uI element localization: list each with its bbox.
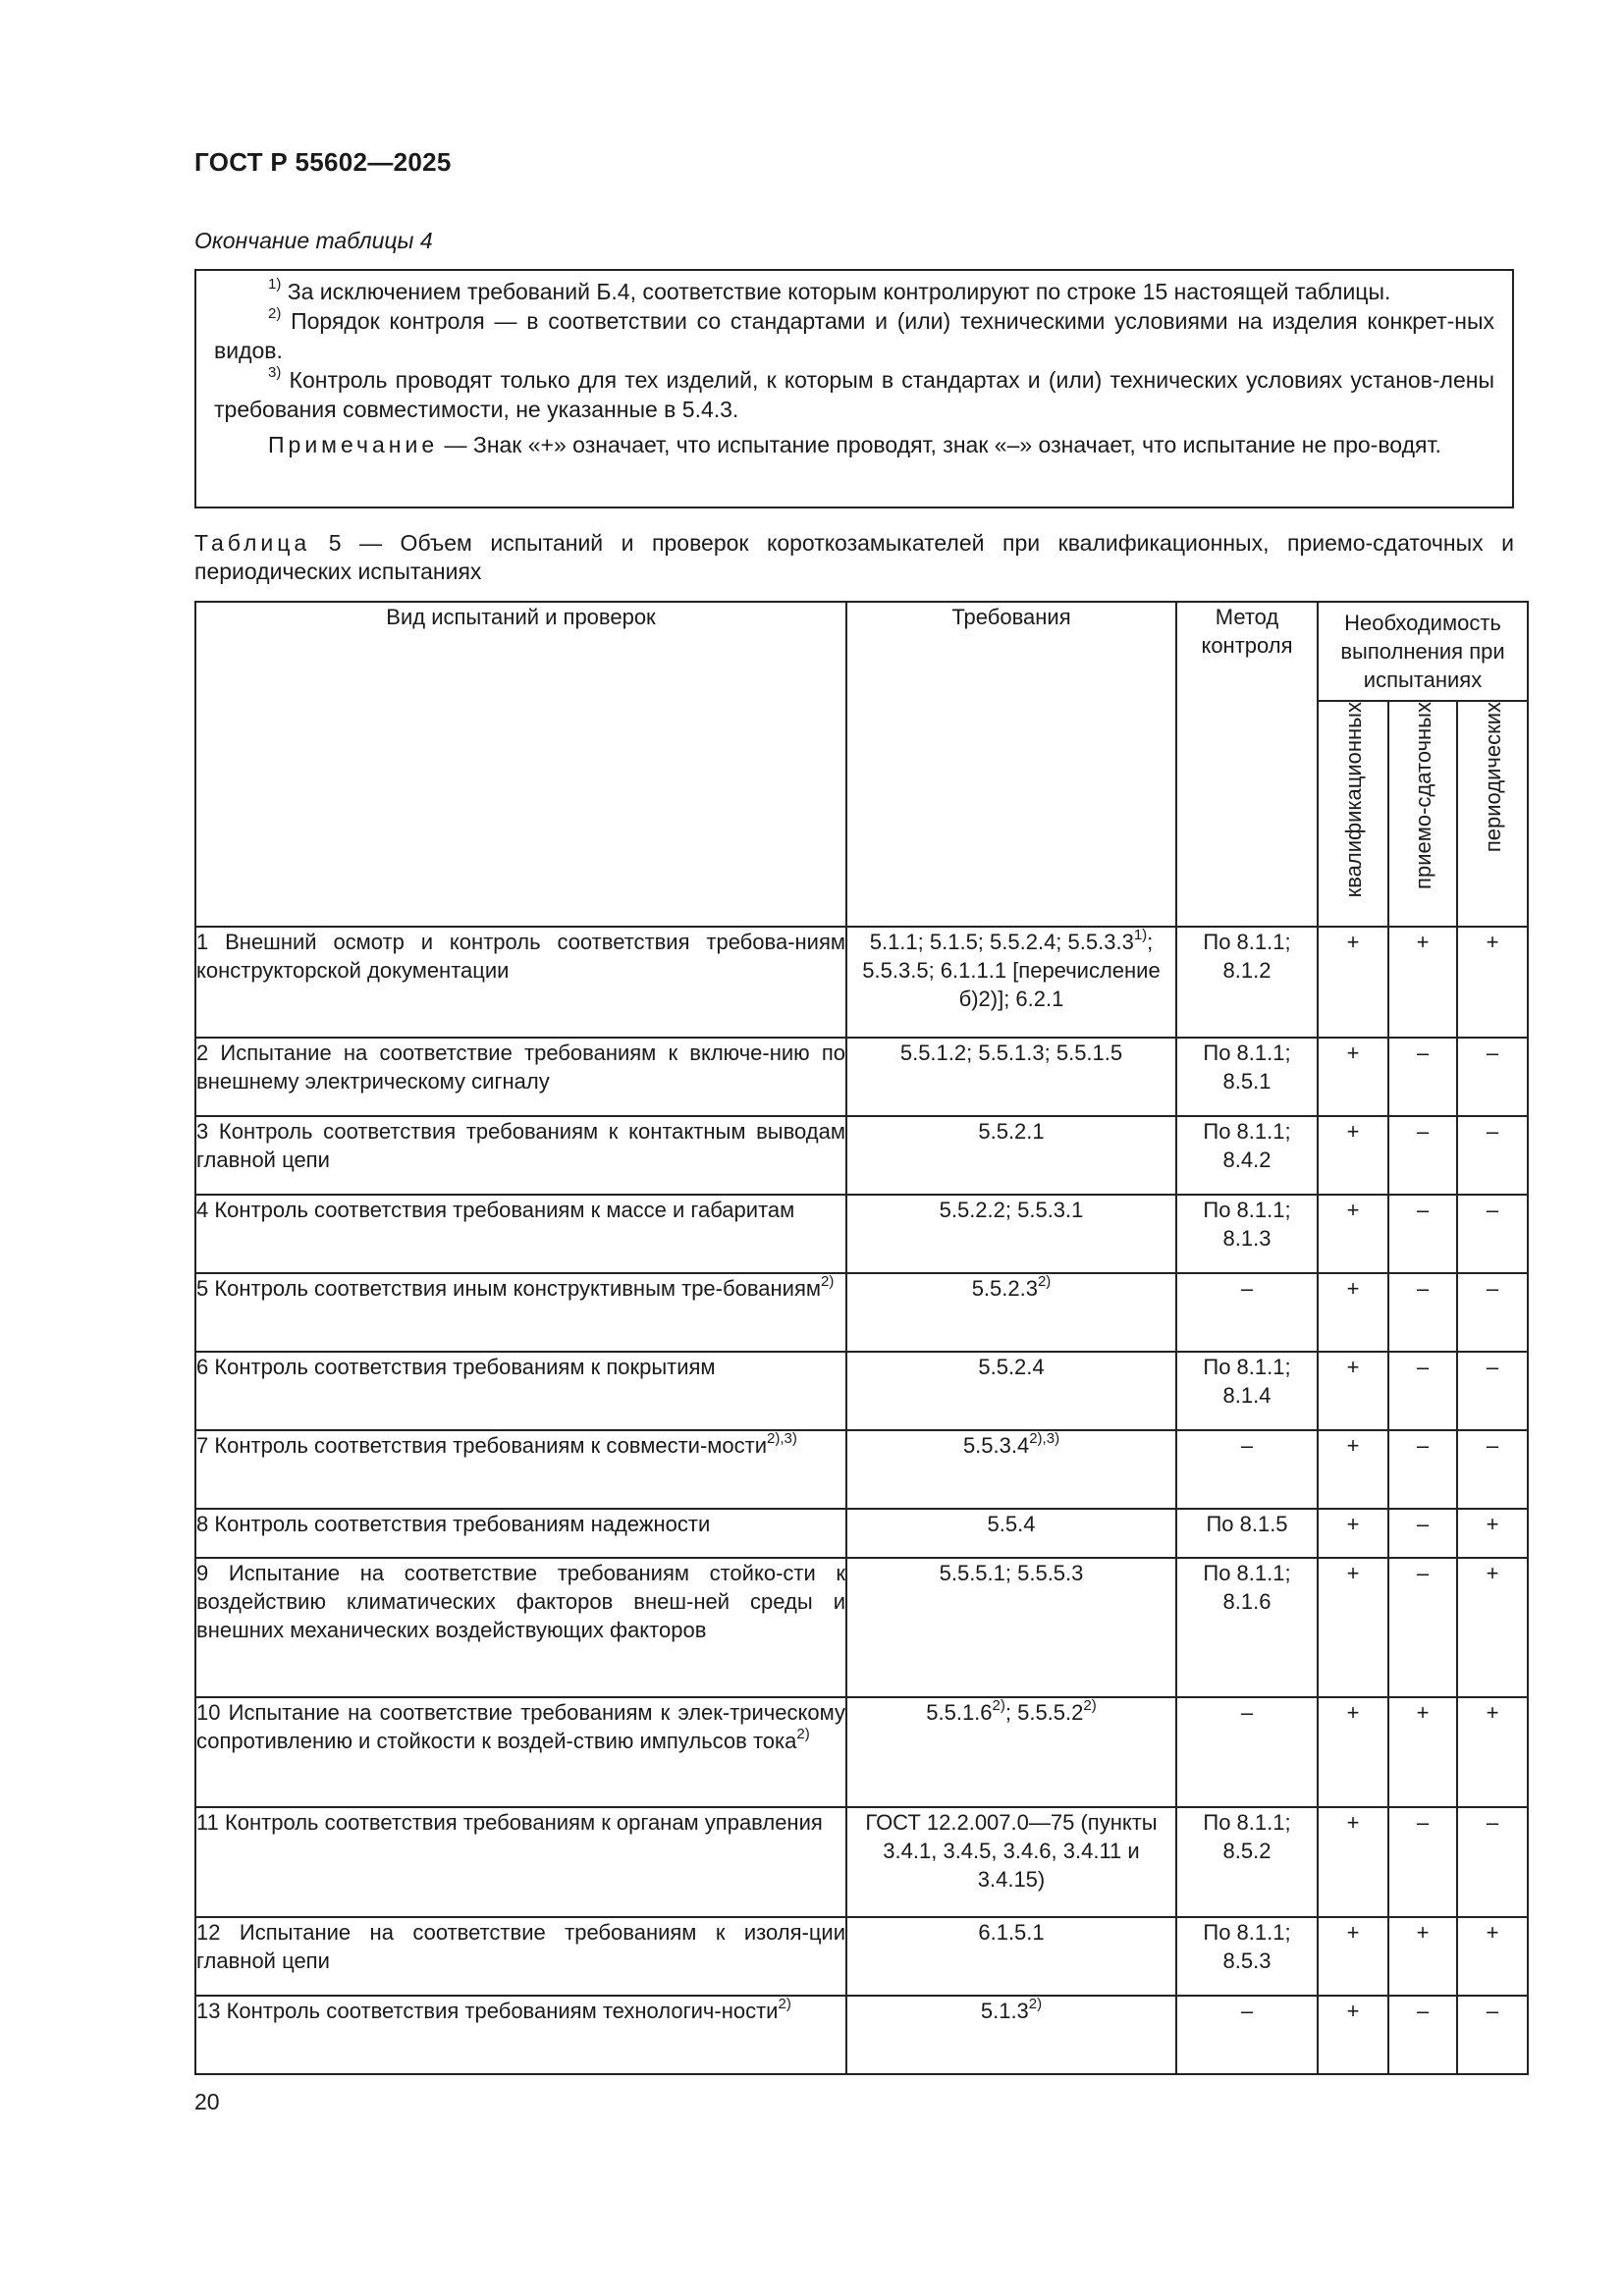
footnote-1 bbox=[214, 277, 1494, 306]
row-periodic-mark: – bbox=[1457, 1996, 1528, 2074]
row-test-name-text: 3 Контроль соответствия требованиям к контактным выводам главной цепи bbox=[196, 1119, 845, 1172]
row-method: По 8.1.1; 8.5.2 bbox=[1176, 1807, 1318, 1917]
row-accept-mark: – bbox=[1388, 1807, 1457, 1917]
row-test-name-footnote: 2),3) bbox=[767, 1429, 797, 1447]
row-requirements-footnote-2: 2) bbox=[1083, 1696, 1097, 1714]
row-method: По 8.1.1; 8.5.3 bbox=[1176, 1917, 1318, 1996]
row-qual-mark: + bbox=[1318, 1917, 1388, 1996]
row-test-name-text: 1 Внешний осмотр и контроль соответствия требова-ниям конструкторской документации bbox=[196, 930, 845, 983]
row-method: По 8.1.5 bbox=[1176, 1509, 1318, 1558]
row-periodic-mark: + bbox=[1457, 1509, 1528, 1558]
row-requirements bbox=[846, 1996, 1176, 2074]
row-qual-mark: + bbox=[1318, 1273, 1388, 1352]
row-requirements bbox=[846, 1038, 1176, 1116]
row-periodic-mark: – bbox=[1457, 1038, 1528, 1116]
row-qual-mark: + bbox=[1318, 1558, 1388, 1697]
header-qual bbox=[1318, 701, 1388, 927]
row-periodic-mark: – bbox=[1457, 1430, 1528, 1509]
table-row bbox=[195, 927, 1528, 1038]
row-test-name bbox=[195, 1352, 846, 1430]
header-periodic-label: периодических bbox=[1480, 702, 1505, 853]
row-requirements-text: 5.1.1; 5.1.5; 5.5.2.4; 5.5.3.3 bbox=[869, 930, 1134, 954]
row-test-name-text: 5 Контроль соответствия иным конструктивным тре-бованиям bbox=[196, 1276, 821, 1301]
row-periodic-mark: + bbox=[1457, 1697, 1528, 1807]
row-requirements bbox=[846, 1807, 1176, 1917]
row-test-name-footnote: 2) bbox=[796, 1725, 810, 1742]
table-row bbox=[195, 1697, 1528, 1807]
table5-caption bbox=[194, 529, 1514, 586]
footnote-2-mark: 2) bbox=[268, 305, 282, 323]
row-test-name-text: 4 Контроль соответствия требованиям к массе и габаритам bbox=[196, 1198, 795, 1222]
row-qual-mark: + bbox=[1318, 927, 1388, 1038]
row-test-name-text: 10 Испытание на соответствие требованиям к элек-трическому сопротивлению и стойкости к воздей-ствию импульсов тока bbox=[196, 1700, 845, 1753]
row-requirements-text: 5.1.3 bbox=[980, 1999, 1029, 2023]
row-method: По 8.1.1; 8.1.3 bbox=[1176, 1195, 1318, 1273]
standard-header: ГОСТ Р 55602—2025 bbox=[194, 147, 452, 177]
table-row bbox=[195, 1116, 1528, 1195]
header-kind: Вид испытаний и проверок bbox=[195, 602, 846, 927]
header-method: Метод контроля bbox=[1176, 602, 1318, 927]
table-row bbox=[195, 1195, 1528, 1273]
row-accept-mark: – bbox=[1388, 1195, 1457, 1273]
footnote-3-mark: 3) bbox=[268, 364, 282, 382]
row-requirements-footnote: 2) bbox=[992, 1696, 1005, 1714]
row-requirements-footnote: 2) bbox=[1037, 1272, 1052, 1290]
table-row bbox=[195, 1038, 1528, 1116]
row-requirements bbox=[846, 1273, 1176, 1352]
row-test-name bbox=[195, 927, 846, 1038]
row-periodic-mark: – bbox=[1457, 1807, 1528, 1917]
row-requirements bbox=[846, 1917, 1176, 1996]
row-method: По 8.1.1; 8.1.6 bbox=[1176, 1558, 1318, 1697]
row-requirements bbox=[846, 1509, 1176, 1558]
row-accept-mark: – bbox=[1388, 1996, 1457, 2074]
table-row bbox=[195, 1917, 1528, 1996]
row-qual-mark: + bbox=[1318, 1807, 1388, 1917]
row-method: – bbox=[1176, 1996, 1318, 2074]
row-requirements-footnote: 2),3) bbox=[1029, 1429, 1060, 1447]
row-requirements bbox=[846, 1697, 1176, 1807]
table-row bbox=[195, 1273, 1528, 1352]
row-requirements-text-cont: ; 5.5.5.2 bbox=[1004, 1700, 1084, 1725]
header-periodic bbox=[1457, 701, 1528, 927]
footnote-3-text: Контроль проводят только для тех изделий, к которым в стандартах и (или) технических условиях установ-лены требования совместимости, не указанные в 5.4.3. bbox=[214, 367, 1495, 422]
row-accept-mark: – bbox=[1388, 1509, 1457, 1558]
row-qual-mark: + bbox=[1318, 1352, 1388, 1430]
row-test-name-footnote: 2) bbox=[778, 1995, 791, 2012]
row-requirements-text: 5.5.2.1 bbox=[978, 1119, 1045, 1144]
remark-label: Примечание bbox=[268, 432, 439, 457]
row-test-name-text: 12 Испытание на соответствие требованиям к изоля-ции главной цепи bbox=[196, 1920, 845, 1973]
footnote-2-text: Порядок контроля — в соответствии со стандартами и (или) техническими условиями на изделия конкрет-ных видов. bbox=[214, 308, 1495, 363]
row-method: По 8.1.1; 8.4.2 bbox=[1176, 1116, 1318, 1195]
row-requirements-text: ГОСТ 12.2.007.0—75 (пункты 3.4.1, 3.4.5, 3.4.6, 3.4.11 и 3.4.15) bbox=[865, 1810, 1158, 1892]
row-requirements-footnote: 1) bbox=[1133, 926, 1148, 943]
table-row bbox=[195, 1996, 1528, 2074]
table4-remark bbox=[214, 430, 1494, 459]
row-qual-mark: + bbox=[1318, 1116, 1388, 1195]
row-qual-mark: + bbox=[1318, 1038, 1388, 1116]
row-test-name-text: 6 Контроль соответствия требованиям к покрытиям bbox=[196, 1355, 716, 1379]
row-requirements-text: 5.5.1.6 bbox=[926, 1700, 993, 1725]
row-test-name bbox=[195, 1996, 846, 2074]
header-necessity: Необходимость выполнения при испытаниях bbox=[1318, 602, 1528, 701]
row-periodic-mark: + bbox=[1457, 927, 1528, 1038]
row-requirements-text: 5.5.2.4 bbox=[978, 1355, 1045, 1379]
row-requirements-text: 6.1.5.1 bbox=[978, 1920, 1045, 1945]
row-periodic-mark: – bbox=[1457, 1352, 1528, 1430]
row-test-name-text: 13 Контроль соответствия требованиям технологич-ности bbox=[196, 1999, 779, 2023]
table5 bbox=[194, 601, 1529, 2075]
row-test-name-footnote: 2) bbox=[820, 1272, 835, 1290]
row-test-name-text: 11 Контроль соответствия требованиям к органам управления bbox=[196, 1810, 823, 1835]
row-accept-mark: – bbox=[1388, 1430, 1457, 1509]
footnote-1-text: За исключением требований Б.4, соответствие которым контролируют по строке 15 настоящей таблицы. bbox=[287, 279, 1391, 304]
table5-caption-text: 5 — Объем испытаний и проверок короткозамыкателей при квалификационных, приемо-сдаточных и периодических испытаниях bbox=[194, 530, 1515, 584]
header-accept bbox=[1388, 701, 1457, 927]
table-row bbox=[195, 1509, 1528, 1558]
row-test-name bbox=[195, 1509, 846, 1558]
row-requirements-footnote: 2) bbox=[1028, 1995, 1043, 2012]
footnote-1-mark: 1) bbox=[268, 276, 282, 294]
row-test-name bbox=[195, 1038, 846, 1116]
row-test-name bbox=[195, 1558, 846, 1697]
row-qual-mark: + bbox=[1318, 1430, 1388, 1509]
footnote-2 bbox=[214, 306, 1494, 365]
row-method: – bbox=[1176, 1697, 1318, 1807]
page-number: 20 bbox=[194, 2089, 220, 2114]
footnote-3 bbox=[214, 365, 1494, 424]
row-accept-mark: – bbox=[1388, 1116, 1457, 1195]
row-requirements bbox=[846, 1430, 1176, 1509]
row-test-name bbox=[195, 1195, 846, 1273]
row-periodic-mark: – bbox=[1457, 1116, 1528, 1195]
row-test-name bbox=[195, 1273, 846, 1352]
row-method: – bbox=[1176, 1430, 1318, 1509]
row-test-name bbox=[195, 1807, 846, 1917]
row-accept-mark: – bbox=[1388, 1273, 1457, 1352]
row-requirements bbox=[846, 1352, 1176, 1430]
row-requirements-text: 5.5.2.2; 5.5.3.1 bbox=[939, 1198, 1084, 1222]
table-row bbox=[195, 1352, 1528, 1430]
row-test-name bbox=[195, 1917, 846, 1996]
table4-notes-box bbox=[194, 269, 1514, 508]
table4-continuation-title: Окончание таблицы 4 bbox=[194, 228, 433, 253]
row-qual-mark: + bbox=[1318, 1697, 1388, 1807]
row-method: По 8.1.1; 8.1.2 bbox=[1176, 927, 1318, 1038]
row-qual-mark: + bbox=[1318, 1509, 1388, 1558]
row-qual-mark: + bbox=[1318, 1195, 1388, 1273]
table-row bbox=[195, 1430, 1528, 1509]
row-periodic-mark: + bbox=[1457, 1558, 1528, 1697]
header-requirements: Требования bbox=[846, 602, 1176, 927]
table-row bbox=[195, 1558, 1528, 1697]
row-method: – bbox=[1176, 1273, 1318, 1352]
table5-body bbox=[195, 927, 1528, 2074]
row-requirements-text: 5.5.5.1; 5.5.5.3 bbox=[939, 1561, 1084, 1585]
row-periodic-mark: – bbox=[1457, 1273, 1528, 1352]
row-accept-mark: – bbox=[1388, 1352, 1457, 1430]
row-test-name bbox=[195, 1116, 846, 1195]
table-row bbox=[195, 1807, 1528, 1917]
row-test-name-text: 2 Испытание на соответствие требованиям к включе-нию по внешнему электрическому сигналу bbox=[196, 1041, 845, 1094]
row-method: По 8.1.1; 8.5.1 bbox=[1176, 1038, 1318, 1116]
row-periodic-mark: + bbox=[1457, 1917, 1528, 1996]
row-periodic-mark: – bbox=[1457, 1195, 1528, 1273]
row-test-name-text: 8 Контроль соответствия требованиям надежности bbox=[196, 1512, 711, 1536]
row-test-name bbox=[195, 1697, 846, 1807]
header-qual-label: квалификационных bbox=[1340, 702, 1366, 898]
row-qual-mark: + bbox=[1318, 1996, 1388, 2074]
row-test-name-text: 9 Испытание на соответствие требованиям стойко-сти к воздействию климатических факторов внеш-ней среды и внешних механических воздействующих факторов bbox=[196, 1561, 845, 1642]
row-requirements-text-cont: ; 5.5.3.5; 6.1.1.1 [перечисление б)2)]; 6.2.1 bbox=[862, 930, 1161, 1011]
row-accept-mark: – bbox=[1388, 1558, 1457, 1697]
table5-caption-label: Таблица bbox=[194, 530, 311, 556]
row-accept-mark: + bbox=[1388, 927, 1457, 1038]
row-accept-mark: – bbox=[1388, 1038, 1457, 1116]
row-requirements-text: 5.5.3.4 bbox=[962, 1433, 1030, 1458]
row-requirements bbox=[846, 1558, 1176, 1697]
row-test-name bbox=[195, 1430, 846, 1509]
row-requirements-text: 5.5.1.2; 5.5.1.3; 5.5.1.5 bbox=[899, 1041, 1123, 1065]
row-requirements bbox=[846, 927, 1176, 1038]
row-requirements-text: 5.5.4 bbox=[987, 1512, 1036, 1536]
row-accept-mark: + bbox=[1388, 1917, 1457, 1996]
row-requirements bbox=[846, 1116, 1176, 1195]
row-requirements-text: 5.5.2.3 bbox=[971, 1276, 1038, 1301]
row-method: По 8.1.1; 8.1.4 bbox=[1176, 1352, 1318, 1430]
row-accept-mark: + bbox=[1388, 1697, 1457, 1807]
row-test-name-text: 7 Контроль соответствия требованиям к совмести-мости bbox=[196, 1433, 768, 1458]
remark-text: — Знак «+» означает, что испытание проводят, знак «–» означает, что испытание не про-водят. bbox=[444, 432, 1441, 457]
row-requirements bbox=[846, 1195, 1176, 1273]
header-accept-label: приемо-сдаточных bbox=[1410, 702, 1435, 889]
